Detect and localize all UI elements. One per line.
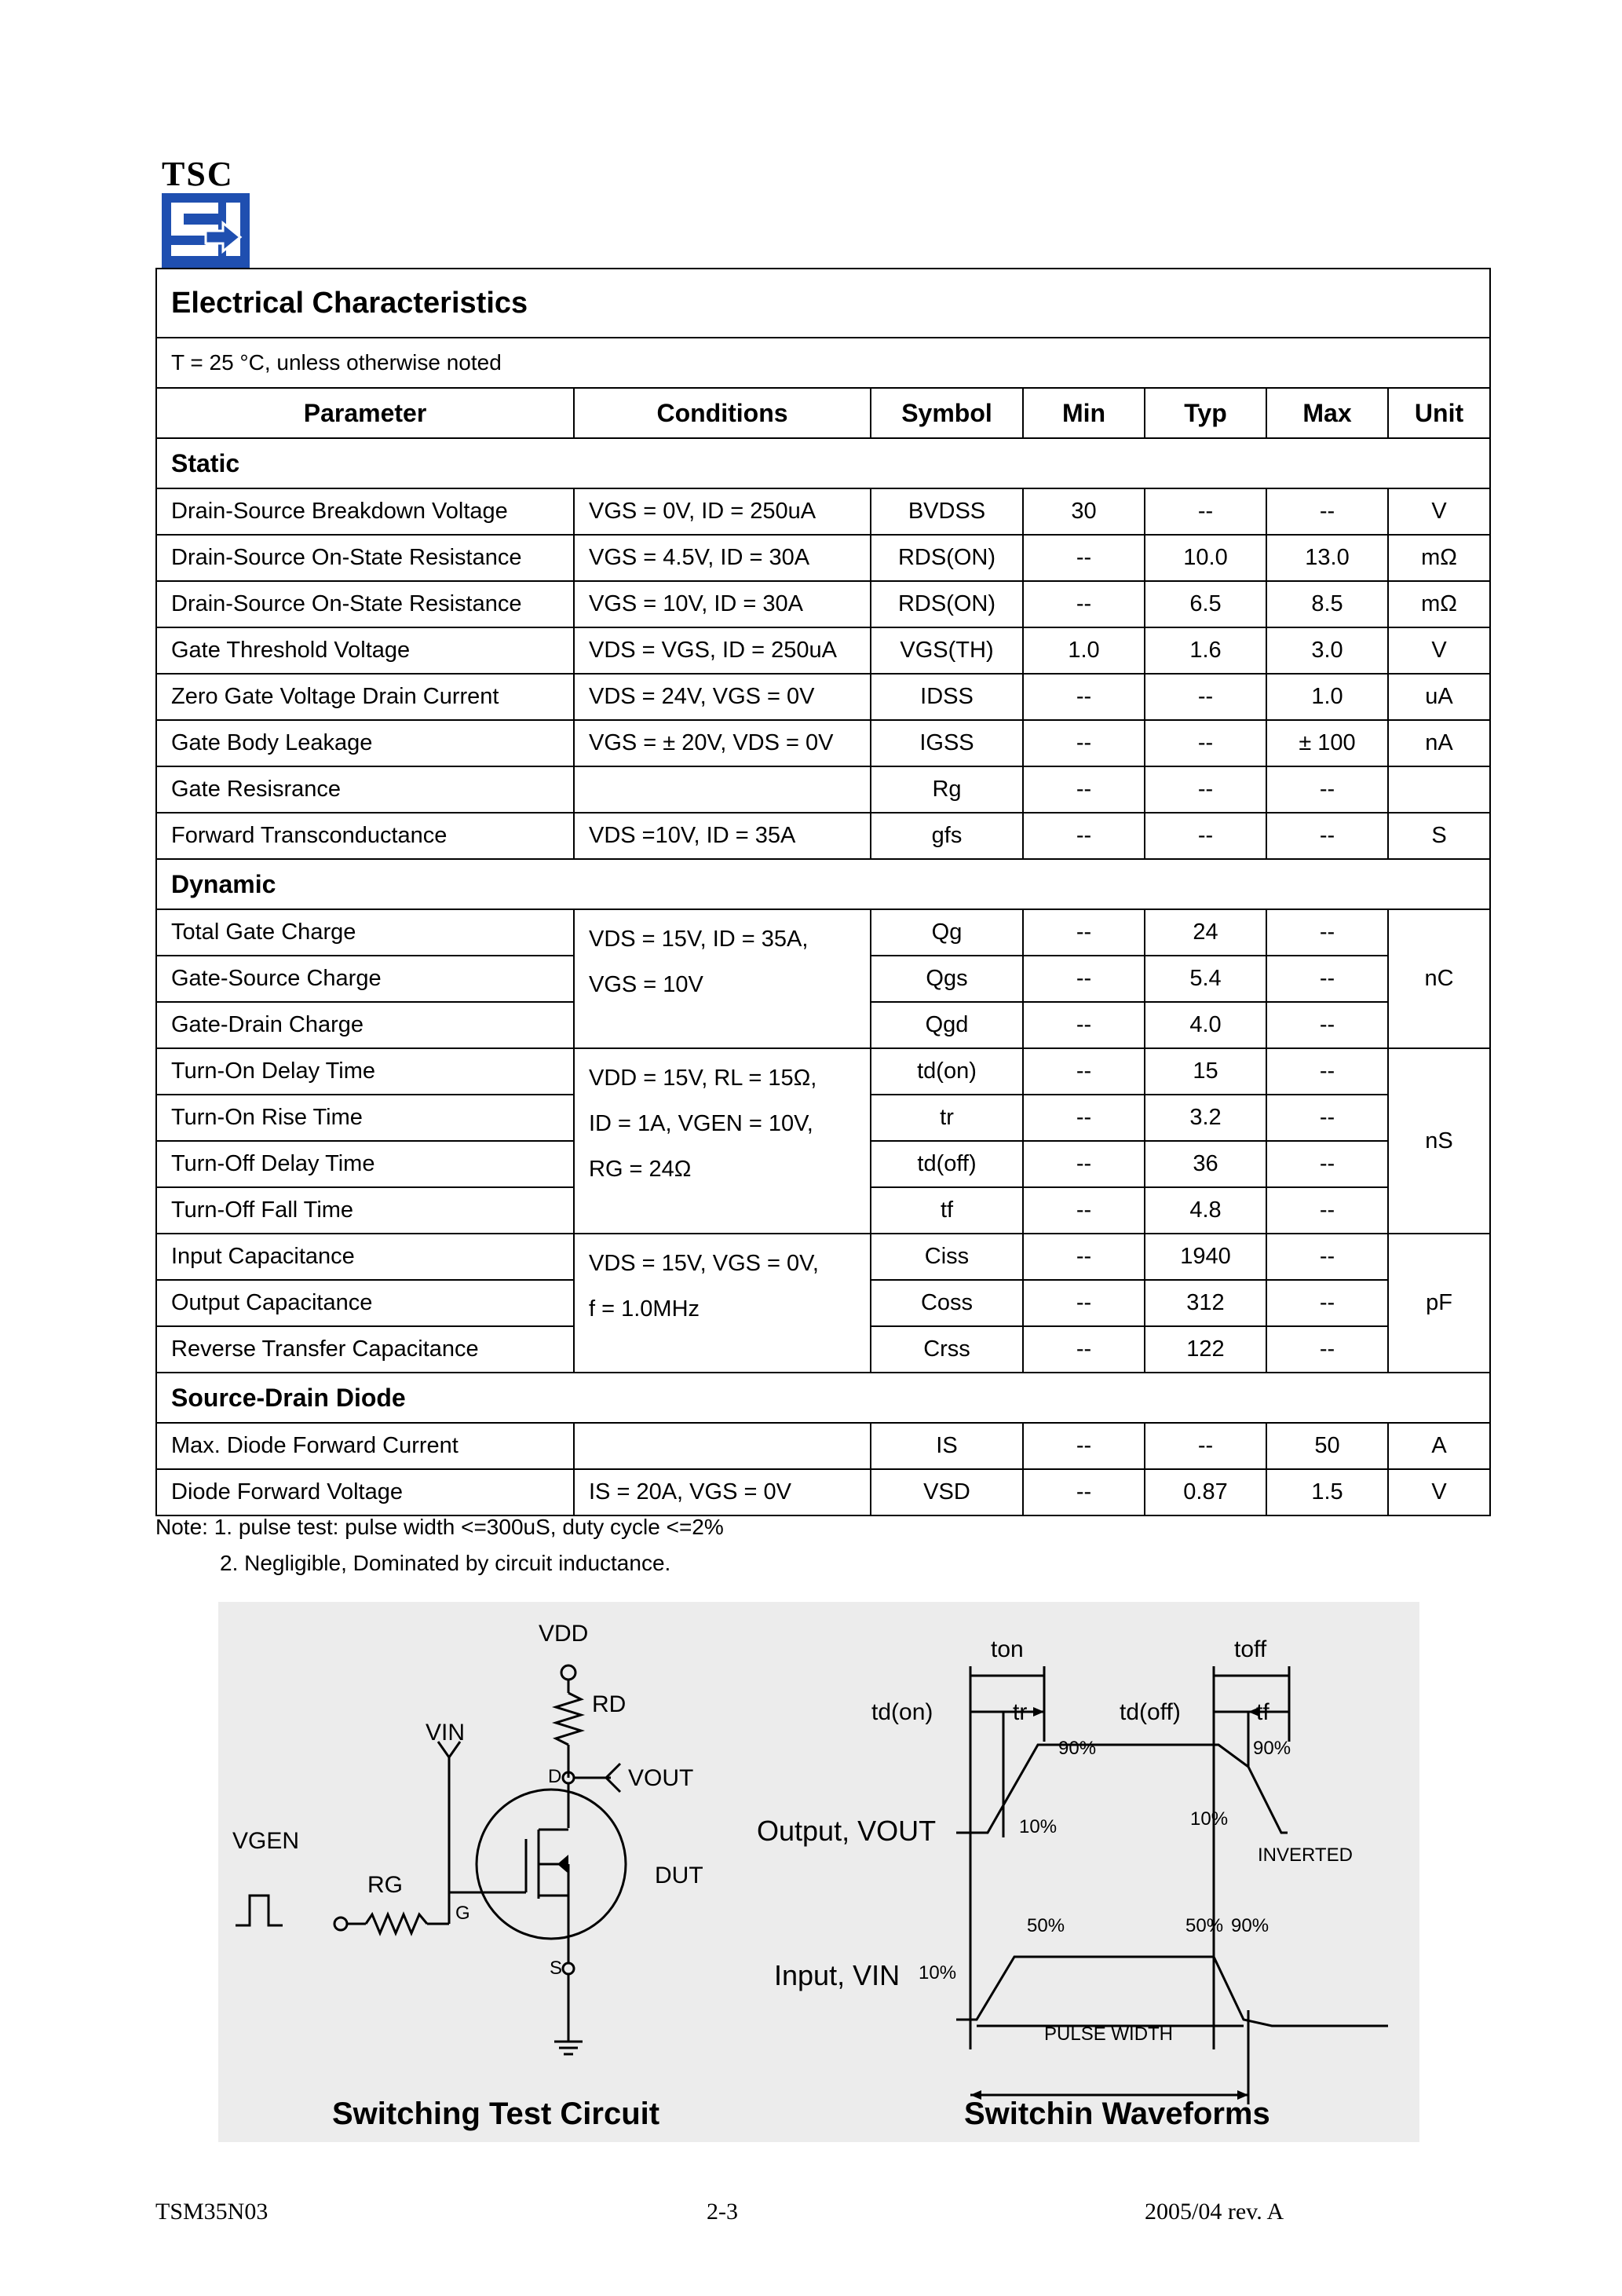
max-cell: -- — [1266, 1234, 1388, 1280]
conditions-cell: VDS =10V, ID = 35A — [574, 813, 871, 859]
input-waveform — [956, 1957, 1388, 2026]
unit-cell: pF — [1388, 1234, 1490, 1373]
parameter-cell: Max. Diode Forward Current — [156, 1423, 574, 1469]
circuit-label-dut: DUT — [655, 1863, 703, 1888]
column-header: Typ — [1145, 388, 1266, 438]
table-row — [156, 1423, 1490, 1469]
max-cell: -- — [1266, 1002, 1388, 1048]
typ-cell: -- — [1145, 674, 1266, 720]
wave-label-tdoff: td(off) — [1120, 1699, 1181, 1725]
max-cell: -- — [1266, 813, 1388, 859]
symbol-cell: VSD — [871, 1469, 1023, 1515]
min-cell: 1.0 — [1023, 627, 1145, 674]
table-conditions-row — [156, 338, 1490, 388]
unit-cell: nS — [1388, 1048, 1490, 1234]
conditions-cell — [574, 1423, 871, 1469]
symbol-cell: Crss — [871, 1326, 1023, 1373]
min-cell: -- — [1023, 581, 1145, 627]
note-line-1: Note: 1. pulse test: pulse width <=300uS, duty cycle <=2% — [155, 1515, 724, 1539]
unit-cell: V — [1388, 488, 1490, 535]
section-dynamic — [156, 859, 1490, 909]
column-header: Min — [1023, 388, 1145, 438]
notes — [155, 1509, 724, 1581]
circuit-label-vout: VOUT — [628, 1765, 694, 1791]
symbol-cell: Qgd — [871, 1002, 1023, 1048]
min-cell: -- — [1023, 1423, 1145, 1469]
parameter-cell: Input Capacitance — [156, 1234, 574, 1280]
max-cell: -- — [1266, 488, 1388, 535]
conditions-cell: VDS = VGS, ID = 250uA — [574, 627, 871, 674]
table-row — [156, 488, 1490, 535]
symbol-cell: VGS(TH) — [871, 627, 1023, 674]
vgen-pulse-icon — [236, 1896, 283, 1925]
unit-cell — [1388, 766, 1490, 813]
column-header: Symbol — [871, 388, 1023, 438]
section-static — [156, 438, 1490, 488]
wave-label-tf: tf — [1256, 1699, 1269, 1725]
unit-cell: V — [1388, 1469, 1490, 1515]
conditions-cell — [574, 1234, 871, 1373]
min-cell: -- — [1023, 1187, 1145, 1234]
circuit-label-rg: RG — [367, 1872, 403, 1898]
typ-cell: 312 — [1145, 1280, 1266, 1326]
condition-line: VGS = 10V — [589, 972, 703, 997]
typ-cell: 15 — [1145, 1048, 1266, 1095]
note-line-2: 2. Negligible, Dominated by circuit inductance. — [220, 1551, 671, 1575]
logo-text: TSC — [162, 155, 234, 193]
parameter-cell: Turn-Off Delay Time — [156, 1141, 574, 1187]
max-cell: -- — [1266, 766, 1388, 813]
wave-label-50-in-off: 50% — [1185, 1915, 1224, 1936]
min-cell: -- — [1023, 535, 1145, 581]
circuit-label-vdd: VDD — [539, 1621, 589, 1647]
circuit-label-s: S — [550, 1958, 563, 1979]
table-title-row — [156, 269, 1490, 338]
conditions-cell — [574, 766, 871, 813]
symbol-cell: td(on) — [871, 1048, 1023, 1095]
wave-label-90-out-off: 90% — [1253, 1738, 1291, 1759]
switching-figure-svg — [218, 1602, 1419, 2142]
min-cell: -- — [1023, 956, 1145, 1002]
wave-label-tdon: td(on) — [871, 1699, 933, 1725]
parameter-cell: Gate-Drain Charge — [156, 1002, 574, 1048]
condition-line: VDS = 15V, ID = 35A, — [589, 927, 809, 952]
typ-cell: 3.2 — [1145, 1095, 1266, 1141]
min-cell: -- — [1023, 1280, 1145, 1326]
footer-page-number: 2-3 — [707, 2199, 738, 2225]
unit-cell: mΩ — [1388, 581, 1490, 627]
condition-line: VDS = 15V, VGS = 0V, — [589, 1251, 819, 1276]
table-row — [156, 627, 1490, 674]
min-cell: 30 — [1023, 488, 1145, 535]
circuit-label-vin: VIN — [426, 1720, 466, 1746]
table-row — [156, 1048, 1490, 1095]
max-cell: -- — [1266, 909, 1388, 956]
parameter-cell: Reverse Transfer Capacitance — [156, 1326, 574, 1373]
footer-part-number: TSM35N03 — [155, 2199, 269, 2225]
table-row — [156, 674, 1490, 720]
max-cell: 13.0 — [1266, 535, 1388, 581]
max-cell: -- — [1266, 1048, 1388, 1095]
switching-figure — [218, 1602, 1419, 2142]
symbol-cell: IDSS — [871, 674, 1023, 720]
wave-label-ton: ton — [991, 1636, 1024, 1662]
min-cell: -- — [1023, 766, 1145, 813]
min-cell: -- — [1023, 674, 1145, 720]
min-cell: -- — [1023, 1002, 1145, 1048]
wave-label-inverted: INVERTED — [1258, 1844, 1353, 1866]
max-cell: -- — [1266, 1280, 1388, 1326]
min-cell: -- — [1023, 1469, 1145, 1515]
max-cell: 3.0 — [1266, 627, 1388, 674]
parameter-cell: Total Gate Charge — [156, 909, 574, 956]
parameter-cell: Turn-On Rise Time — [156, 1095, 574, 1141]
parameter-cell: Drain-Source On-State Resistance — [156, 535, 574, 581]
parameter-cell: Output Capacitance — [156, 1280, 574, 1326]
unit-cell: nC — [1388, 909, 1490, 1048]
typ-cell: 4.0 — [1145, 1002, 1266, 1048]
table-row — [156, 720, 1490, 766]
unit-cell: uA — [1388, 674, 1490, 720]
column-header: Unit — [1388, 388, 1490, 438]
parameter-cell: Forward Transconductance — [156, 813, 574, 859]
waveforms-caption: Switchin Waveforms — [964, 2097, 1270, 2131]
max-cell: -- — [1266, 1326, 1388, 1373]
parameter-cell: Drain-Source Breakdown Voltage — [156, 488, 574, 535]
unit-cell: mΩ — [1388, 535, 1490, 581]
symbol-cell: RDS(ON) — [871, 581, 1023, 627]
section-source-drain-diode — [156, 1373, 1490, 1423]
max-cell: -- — [1266, 1187, 1388, 1234]
max-cell: 50 — [1266, 1423, 1388, 1469]
typ-cell: 6.5 — [1145, 581, 1266, 627]
section-title: Static — [156, 438, 1490, 488]
max-cell: ± 100 — [1266, 720, 1388, 766]
condition-line: ID = 1A, VGEN = 10V, — [589, 1111, 813, 1136]
symbol-cell: Coss — [871, 1280, 1023, 1326]
table-conditions-note: T = 25 °C, unless otherwise noted — [156, 338, 1490, 388]
typ-cell: 1940 — [1145, 1234, 1266, 1280]
unit-cell: A — [1388, 1423, 1490, 1469]
wave-label-50-in-on: 50% — [1027, 1915, 1065, 1936]
footer-revision: 2005/04 rev. A — [1145, 2199, 1284, 2225]
max-cell: -- — [1266, 956, 1388, 1002]
conditions-cell: VGS = ± 20V, VDS = 0V — [574, 720, 871, 766]
table-row — [156, 1234, 1490, 1280]
max-cell: 1.0 — [1266, 674, 1388, 720]
symbol-cell: Rg — [871, 766, 1023, 813]
condition-line: VDD = 15V, RL = 15Ω, — [589, 1066, 817, 1091]
column-header: Parameter — [156, 388, 574, 438]
unit-cell: nA — [1388, 720, 1490, 766]
conditions-cell — [574, 1048, 871, 1234]
table-row — [156, 766, 1490, 813]
max-cell: -- — [1266, 1141, 1388, 1187]
circuit-label-d: D — [548, 1766, 562, 1787]
symbol-cell: IS — [871, 1423, 1023, 1469]
conditions-cell: VGS = 10V, ID = 30A — [574, 581, 871, 627]
conditions-cell: IS = 20A, VGS = 0V — [574, 1469, 871, 1515]
min-cell: -- — [1023, 1048, 1145, 1095]
table-row — [156, 813, 1490, 859]
conditions-cell — [574, 909, 871, 1048]
table-row — [156, 581, 1490, 627]
max-cell: 1.5 — [1266, 1469, 1388, 1515]
typ-cell: -- — [1145, 720, 1266, 766]
section-title: Source-Drain Diode — [156, 1373, 1490, 1423]
symbol-cell: BVDSS — [871, 488, 1023, 535]
wave-label-10-out: 10% — [1019, 1816, 1058, 1837]
min-cell: -- — [1023, 813, 1145, 859]
typ-cell: -- — [1145, 488, 1266, 535]
wave-label-10-in: 10% — [919, 1962, 957, 1983]
min-cell: -- — [1023, 720, 1145, 766]
table-row — [156, 535, 1490, 581]
unit-cell: S — [1388, 813, 1490, 859]
wave-label-90-out: 90% — [1058, 1738, 1097, 1759]
min-cell: -- — [1023, 1326, 1145, 1373]
symbol-cell: Qg — [871, 909, 1023, 956]
typ-cell: 4.8 — [1145, 1187, 1266, 1234]
parameter-cell: Gate Resisrance — [156, 766, 574, 813]
parameter-cell: Diode Forward Voltage — [156, 1469, 574, 1515]
rg-resistor-icon — [366, 1914, 427, 1933]
conditions-cell: VGS = 4.5V, ID = 30A — [574, 535, 871, 581]
typ-cell: 0.87 — [1145, 1469, 1266, 1515]
circuit-label-g: G — [455, 1903, 470, 1924]
company-logo — [157, 154, 256, 269]
typ-cell: -- — [1145, 813, 1266, 859]
electrical-characteristics-table — [155, 268, 1491, 1516]
column-header: Max — [1266, 388, 1388, 438]
wave-label-output: Output, VOUT — [757, 1815, 937, 1847]
column-header: Conditions — [574, 388, 871, 438]
parameter-cell: Turn-On Delay Time — [156, 1048, 574, 1095]
typ-cell: 1.6 — [1145, 627, 1266, 674]
min-cell: -- — [1023, 1234, 1145, 1280]
wave-label-10-out-off: 10% — [1190, 1808, 1229, 1830]
symbol-cell: RDS(ON) — [871, 535, 1023, 581]
symbol-cell: gfs — [871, 813, 1023, 859]
symbol-cell: Qgs — [871, 956, 1023, 1002]
parameter-cell: Zero Gate Voltage Drain Current — [156, 674, 574, 720]
logo-mark-icon — [157, 154, 256, 269]
typ-cell: 122 — [1145, 1326, 1266, 1373]
table-title: Electrical Characteristics — [156, 269, 1490, 338]
symbol-cell: Ciss — [871, 1234, 1023, 1280]
parameter-cell: Turn-Off Fall Time — [156, 1187, 574, 1234]
wave-label-pulse-width: PULSE WIDTH — [1044, 2024, 1174, 2045]
conditions-cell: VGS = 0V, ID = 250uA — [574, 488, 871, 535]
condition-line: f = 1.0MHz — [589, 1296, 700, 1322]
parameter-cell: Drain-Source On-State Resistance — [156, 581, 574, 627]
typ-cell: -- — [1145, 1423, 1266, 1469]
parameter-cell: Gate Threshold Voltage — [156, 627, 574, 674]
wave-label-tr: tr — [1013, 1699, 1028, 1725]
wave-label-90-in: 90% — [1231, 1915, 1269, 1936]
output-waveform — [956, 1745, 1288, 1833]
table-header-row — [156, 388, 1490, 438]
circuit-caption: Switching Test Circuit — [332, 2097, 660, 2131]
typ-cell: 10.0 — [1145, 535, 1266, 581]
max-cell: 8.5 — [1266, 581, 1388, 627]
typ-cell: 5.4 — [1145, 956, 1266, 1002]
table-row — [156, 909, 1490, 956]
symbol-cell: tf — [871, 1187, 1023, 1234]
circuit-label-vgen: VGEN — [232, 1828, 300, 1854]
circuit-label-rd: RD — [592, 1691, 627, 1717]
conditions-cell: VDS = 24V, VGS = 0V — [574, 674, 871, 720]
typ-cell: 36 — [1145, 1141, 1266, 1187]
symbol-cell: tr — [871, 1095, 1023, 1141]
typ-cell: -- — [1145, 766, 1266, 813]
vdd-terminal-icon — [561, 1665, 575, 1680]
rd-resistor-icon — [556, 1693, 581, 1745]
typ-cell: 24 — [1145, 909, 1266, 956]
symbol-cell: td(off) — [871, 1141, 1023, 1187]
symbol-cell: IGSS — [871, 720, 1023, 766]
min-cell: -- — [1023, 1141, 1145, 1187]
wave-label-input: Input, VIN — [774, 1959, 901, 1991]
unit-cell: V — [1388, 627, 1490, 674]
section-title: Dynamic — [156, 859, 1490, 909]
parameter-cell: Gate-Source Charge — [156, 956, 574, 1002]
wave-label-toff: toff — [1234, 1636, 1267, 1662]
min-cell: -- — [1023, 1095, 1145, 1141]
parameter-cell: Gate Body Leakage — [156, 720, 574, 766]
min-cell: -- — [1023, 909, 1145, 956]
max-cell: -- — [1266, 1095, 1388, 1141]
condition-line: RG = 24Ω — [589, 1157, 692, 1182]
